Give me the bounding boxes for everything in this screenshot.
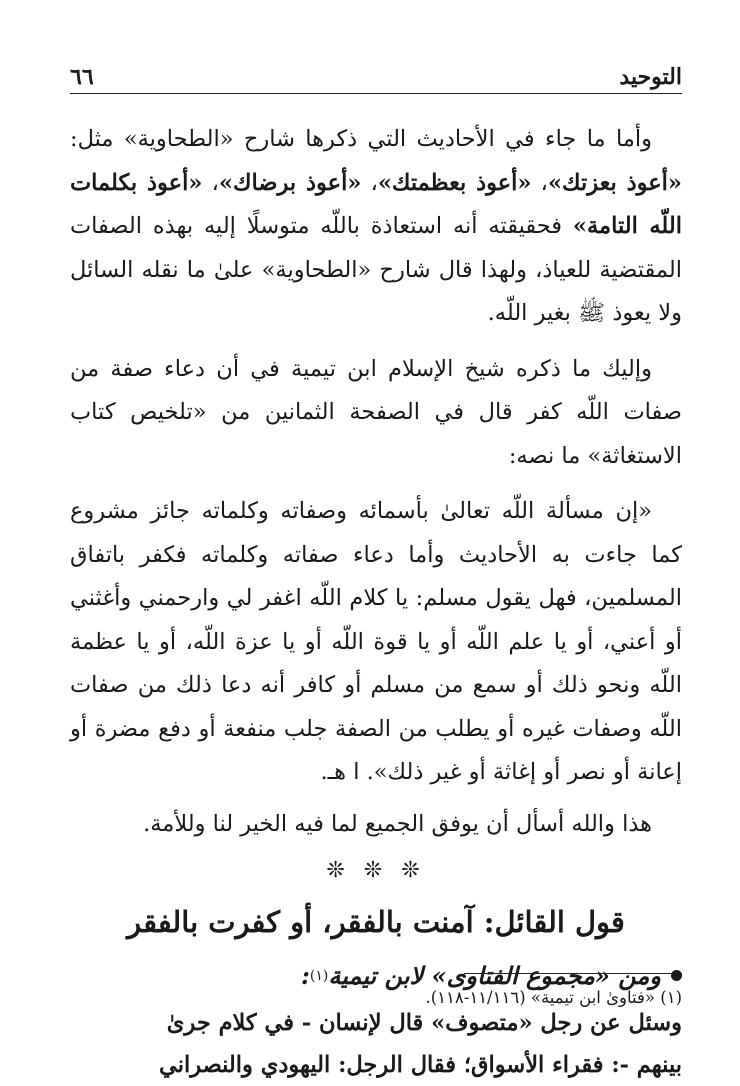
paragraph-closing: هذا والله أسأل أن يوفق الجميع لما فيه الخير لنا وللأمة. — [143, 810, 652, 837]
section-separator: ❊ ❊ ❊ — [326, 858, 426, 883]
section-heading: قول القائل: آمنت بالفقر، أو كفرت بالفقر — [127, 905, 625, 939]
chapter-title: التوحيد — [619, 64, 682, 90]
header-rule — [70, 93, 682, 94]
body-text — [70, 118, 682, 1086]
bullet-icon — [671, 970, 682, 981]
footnote-rule — [464, 973, 682, 974]
quote-aouthu-3: «أعوذ برضاك» — [218, 169, 362, 196]
separator-comma: ، — [202, 169, 219, 196]
quote-aouthu-1: «أعوذ بعزتك» — [547, 169, 682, 196]
p1-intro: وأما ما جاء في الأحاديث التي ذكرها شارح «الطحاوية» مثل: — [70, 126, 652, 152]
source-label: ومن «مجموع الفتاوى» لابن تيمية — [328, 961, 661, 990]
page-number: ٦٦ — [70, 64, 94, 90]
paragraph-ibn-taymiyya: وإليك ما ذكره شيخ الإسلام ابن تيمية في أن دعاء صفة من صفات اللّه كفر قال في الصفحة الثمانين من «تلخيص كتاب الاستغاثة» ما نصه: — [70, 355, 682, 469]
source-line — [70, 961, 682, 990]
quote-line: وسئل عن رجل «متصوف» قال لإنسان - في كلام جرىٰ — [166, 1010, 682, 1036]
fatwa-quote — [70, 1002, 682, 1086]
quote-aouthu-2: «أعوذ بعظمتك» — [377, 169, 532, 196]
separator-comma: ، — [531, 169, 548, 196]
footnote: (١) «فتاوىٰ ابن تيمية» (١١/١١٦-١١٨). — [425, 988, 682, 1007]
running-header — [70, 58, 682, 94]
separator-comma: ، — [361, 169, 378, 196]
source-tail: : — [301, 961, 310, 990]
quote-aouthu-4: «أعوذ بكلمات اللّه التامة» — [70, 169, 682, 239]
paragraph-quotation: «إن مسألة اللّه تعالىٰ بأسمائه وصفاته وكلماته جائز مشروع كما جاءت به الأحاديث وأما دعاء صفاته وكلماته فكفر باتفاق المسلمين، فهل يقول مسلم: يا كلام اللّه اغفر لي وارحمني وأغثني أو أعني، أو يا علم اللّه أو يا قوة اللّه أو يا عزة اللّه، أو يا عظمة اللّه ونحو ذلك أو سمع من مسلم أو كافر أنه دعا ذلك من صفات اللّه وصفات غيره أو يطلب من الصفة جلب منفعة أو دفع مضرة أو إعانة أو نصر أو إغاثة أو غير ذلك». ا هـ. — [70, 498, 682, 785]
p1-rest: فحقيقته أنه استعاذة باللّه متوسلًا إليه بهذه الصفات المقتضية للعياذ، ولهذا قال شارح «الطحاوية» علىٰ ما نقله السائل ولا يعوذ ﷺ بغير اللّه. — [70, 213, 682, 326]
footnote-ref: (١) — [309, 967, 329, 984]
quote-line: بينهم -: فقراء الأسواق؛ فقال الرجل: اليهودي والنصراني — [158, 1052, 682, 1078]
paragraph-tawassul — [70, 118, 682, 336]
